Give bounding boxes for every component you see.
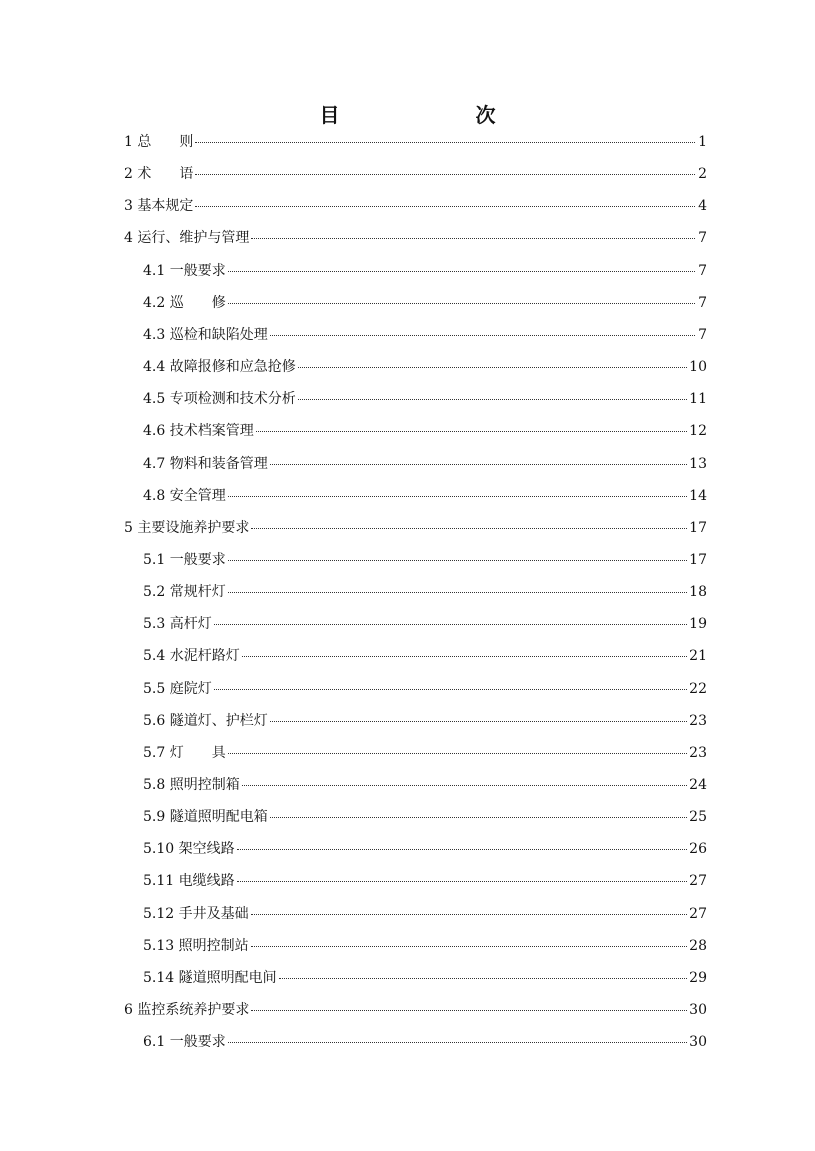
toc-entry-page: 11 xyxy=(689,391,707,408)
toc-entry-label: 架空线路 xyxy=(178,841,235,858)
toc-entry-number: 5.6 xyxy=(143,712,166,729)
toc-entry-page: 17 xyxy=(689,551,707,568)
toc-dot-leader xyxy=(214,610,687,625)
toc-entry-label: 水泥杆路灯 xyxy=(169,648,240,665)
toc-entry[interactable] xyxy=(143,613,707,635)
toc-entry-page: 30 xyxy=(689,1034,707,1051)
toc-entry[interactable] xyxy=(143,806,707,828)
toc-dot-leader xyxy=(228,546,687,561)
toc-dot-leader xyxy=(298,385,687,400)
toc-entry-page: 10 xyxy=(689,359,707,376)
toc-entry-number: 2 xyxy=(124,166,133,183)
toc-entry-label: 手井及基础 xyxy=(178,905,249,922)
toc-entry-label: 物料和装备管理 xyxy=(169,455,268,472)
toc-dot-leader xyxy=(228,578,687,593)
toc-entry-label: 主要设施养护要求 xyxy=(137,519,250,536)
toc-entry-label: 基本规定 xyxy=(137,198,194,215)
toc-entry-number: 4.2 xyxy=(143,294,166,311)
toc-entry-page: 14 xyxy=(689,487,707,504)
toc-entry-number: 5 xyxy=(124,519,133,536)
toc-dot-leader xyxy=(195,160,695,175)
toc-dot-leader xyxy=(251,996,687,1011)
toc-entry[interactable] xyxy=(143,967,707,989)
toc-entry[interactable] xyxy=(124,227,707,249)
toc-entry[interactable] xyxy=(124,195,707,217)
toc-entry-page: 27 xyxy=(689,905,707,922)
toc-entry-number: 4 xyxy=(124,230,133,247)
toc-entry-label: 监控系统养护要求 xyxy=(137,1002,250,1019)
toc-dot-leader xyxy=(195,128,695,143)
toc-entry[interactable] xyxy=(143,870,707,892)
toc-entry-label: 高杆灯 xyxy=(169,616,212,633)
toc-entry[interactable] xyxy=(143,645,707,667)
toc-entry[interactable] xyxy=(143,581,707,603)
toc-entry-page: 23 xyxy=(689,744,707,761)
toc-entry-number: 5.5 xyxy=(143,680,166,697)
toc-entry-label: 隧道照明配电间 xyxy=(178,969,277,986)
toc-dot-leader xyxy=(270,321,695,336)
toc-entry-label: 灯 具 xyxy=(169,744,226,761)
toc-dot-leader xyxy=(228,1028,687,1043)
toc-entry[interactable] xyxy=(143,935,707,957)
toc-entry-label: 电缆线路 xyxy=(178,873,235,890)
toc-dot-leader xyxy=(228,289,695,304)
toc-entry-label: 一般要求 xyxy=(169,551,226,568)
toc-entry[interactable] xyxy=(143,903,707,925)
toc-entry-page: 18 xyxy=(689,584,707,601)
toc-dot-leader xyxy=(242,642,687,657)
toc-dot-leader xyxy=(214,675,687,690)
toc-entry-number: 5.13 xyxy=(143,937,175,954)
toc-entry-number: 5.2 xyxy=(143,584,166,601)
toc-entry-number: 1 xyxy=(124,134,133,150)
toc-entry-number: 5.14 xyxy=(143,969,175,986)
toc-entry-label: 隧道照明配电箱 xyxy=(169,809,268,826)
toc-entry[interactable] xyxy=(143,485,707,507)
toc-entry[interactable] xyxy=(143,774,707,796)
toc-entry[interactable] xyxy=(124,999,707,1021)
toc-entry-page: 13 xyxy=(689,455,707,472)
toc-entry-page: 19 xyxy=(689,616,707,633)
toc-entry-number: 4.1 xyxy=(143,262,166,279)
toc-entry[interactable] xyxy=(143,260,707,282)
toc-entry-page: 12 xyxy=(689,423,707,440)
toc-entry-page: 7 xyxy=(698,230,707,247)
toc-entry-number: 6.1 xyxy=(143,1034,166,1051)
toc-entry-label: 常规杆灯 xyxy=(169,584,226,601)
toc-entry-number: 5.7 xyxy=(143,744,166,761)
toc-entry-page: 26 xyxy=(689,841,707,858)
toc-dot-leader xyxy=(228,257,695,272)
toc-entry[interactable] xyxy=(143,388,707,410)
toc-entry[interactable] xyxy=(143,324,707,346)
toc-entry[interactable] xyxy=(124,517,707,539)
toc-entry-page: 1 xyxy=(698,134,707,150)
toc-entry-label: 隧道灯、护栏灯 xyxy=(169,712,268,729)
toc-entry-number: 4.6 xyxy=(143,423,166,440)
toc-entry-number: 4.7 xyxy=(143,455,166,472)
toc-dot-leader xyxy=(228,482,687,497)
toc-entry-label: 庭院灯 xyxy=(169,680,212,697)
toc-entry-page: 24 xyxy=(689,777,707,793)
toc-entry-label: 运行、维护与管理 xyxy=(137,230,250,247)
toc-entry[interactable] xyxy=(143,710,707,732)
toc-entry-page: 27 xyxy=(689,873,707,890)
toc-entry-number: 4.4 xyxy=(143,359,166,376)
toc-entry-page: 23 xyxy=(689,712,707,729)
toc-entry-page: 22 xyxy=(689,680,707,697)
toc-dot-leader xyxy=(256,417,687,432)
toc-entry-page: 7 xyxy=(698,262,707,279)
toc-entry[interactable] xyxy=(143,453,707,475)
toc-entry[interactable] xyxy=(143,678,707,700)
toc-entry-page: 7 xyxy=(698,294,707,311)
toc-entry-page: 30 xyxy=(689,1002,707,1019)
toc-entry-label: 一般要求 xyxy=(169,262,226,279)
toc-entry-number: 5.11 xyxy=(143,873,175,890)
toc-entry-label: 术 语 xyxy=(137,166,194,183)
toc-entry-number: 5.3 xyxy=(143,616,166,633)
toc-entry-number: 4.5 xyxy=(143,391,166,408)
toc-entry-label: 照明控制站 xyxy=(178,937,249,954)
toc-entry[interactable] xyxy=(124,163,707,185)
toc-entry[interactable] xyxy=(143,292,707,314)
toc-entry-label: 安全管理 xyxy=(169,487,226,504)
toc-entry-number: 5.9 xyxy=(143,809,166,826)
toc-dot-leader xyxy=(270,803,687,818)
toc-entry-label: 故障报修和应急抢修 xyxy=(169,359,296,376)
toc-entry-number: 4.3 xyxy=(143,326,166,343)
toc-entry-page: 21 xyxy=(689,648,707,665)
toc-dot-leader xyxy=(279,964,688,979)
toc-entry-label: 巡检和缺陷处理 xyxy=(169,326,268,343)
toc-entry-page: 28 xyxy=(689,937,707,954)
toc-entry-page: 29 xyxy=(689,969,707,986)
toc-entry[interactable] xyxy=(143,838,707,860)
toc-entry-label: 一般要求 xyxy=(169,1034,226,1051)
toc-dot-leader xyxy=(242,771,687,786)
toc-entry-number: 5.10 xyxy=(143,841,175,858)
toc-entry-number: 6 xyxy=(124,1002,133,1019)
toc-dot-leader xyxy=(237,867,688,882)
page-title: 目 次 xyxy=(319,103,528,127)
toc-entry-number: 4.8 xyxy=(143,487,166,504)
toc-entry[interactable] xyxy=(143,420,707,442)
toc-dot-leader xyxy=(270,450,687,465)
toc-dot-leader xyxy=(251,900,688,915)
toc-dot-leader xyxy=(228,739,687,754)
toc-dot-leader xyxy=(195,192,695,207)
toc-entry-label: 技术档案管理 xyxy=(169,423,254,440)
toc-entry-page: 4 xyxy=(698,198,707,215)
toc-dot-leader xyxy=(237,835,688,850)
toc-entry-page: 2 xyxy=(698,166,707,183)
toc-entry-label: 巡 修 xyxy=(169,294,226,311)
toc-entry-number: 5.12 xyxy=(143,905,175,922)
toc-entry-number: 5.1 xyxy=(143,551,166,568)
toc-entry[interactable] xyxy=(143,549,707,571)
toc-dot-leader xyxy=(270,707,687,722)
toc-entry-label: 总 则 xyxy=(137,134,194,150)
toc-entry-label: 照明控制箱 xyxy=(169,777,240,793)
toc-entry-label: 专项检测和技术分析 xyxy=(169,391,296,408)
toc-entry-page: 7 xyxy=(698,326,707,343)
toc-entry-page: 25 xyxy=(689,809,707,826)
toc-entry-number: 5.4 xyxy=(143,648,166,665)
toc-entry[interactable] xyxy=(143,1031,707,1053)
toc-dot-leader xyxy=(251,932,688,947)
toc-entry[interactable] xyxy=(124,131,707,153)
toc-entry-number: 5.8 xyxy=(143,777,166,793)
toc-entry-number: 3 xyxy=(124,198,133,215)
toc-entry[interactable] xyxy=(143,356,707,378)
toc-dot-leader xyxy=(251,514,687,529)
toc-entry[interactable] xyxy=(143,742,707,764)
toc-dot-leader xyxy=(298,353,687,368)
toc-dot-leader xyxy=(251,224,695,239)
toc-entry-page: 17 xyxy=(689,519,707,536)
